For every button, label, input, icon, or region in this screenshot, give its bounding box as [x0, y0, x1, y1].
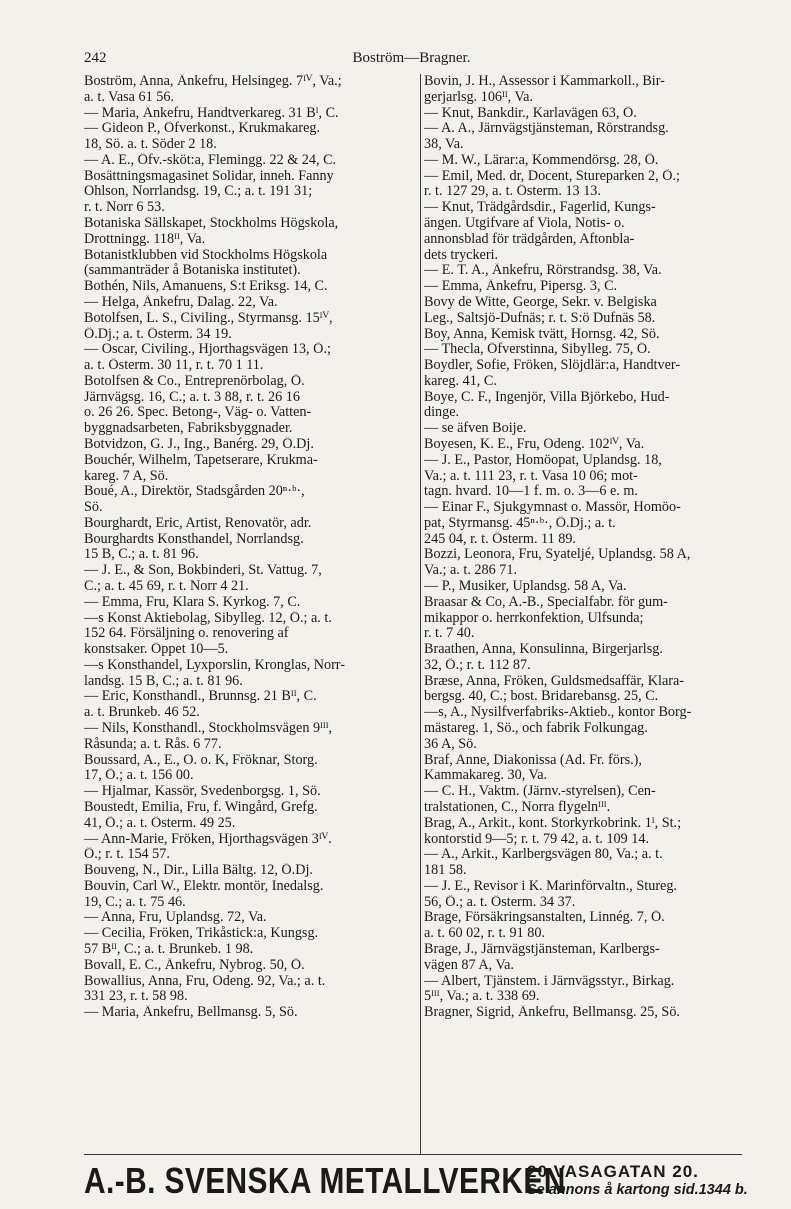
directory-line: — Knut, Bankdir., Karlavägen 63, Ö.: [424, 105, 637, 121]
directory-line: 181 58.: [424, 863, 467, 879]
directory-line: Boué, A., Direktör, Stadsgården 20ⁿ·ᵇ·,: [84, 484, 305, 500]
directory-line: C.; a. t. 45 69, r. t. Norr 4 21.: [84, 579, 249, 594]
directory-line: Boy, Anna, Kemisk tvätt, Hornsg. 42, Sö.: [424, 326, 660, 342]
directory-line: byggnadsarbeten, Fabriksbyggnader.: [84, 421, 293, 437]
directory-line: — Hjalmar, Kassör, Svedenborgsg. 1, Sö.: [84, 784, 321, 800]
page-header: [84, 50, 739, 72]
directory-line: Botanistklubben vid Stockholms Högskola: [84, 247, 328, 263]
directory-line: — Eric, Konsthandl., Brunnsg. 21 Bᴵᴵ, C.: [84, 689, 317, 705]
running-title: Boström—Bragner.: [352, 50, 471, 66]
directory-line: — Einar F., Sjukgymnast o. Massör, Homöo-: [424, 500, 681, 516]
directory-line: tralstationen, C., Norra flygelnᴵᴵᴵ.: [424, 799, 611, 815]
directory-line: Boström, Anna, Änkefru, Helsingeg. 7ᴵⱽ, Va.;: [84, 74, 342, 89]
directory-line: 17, Ö.; a. t. 156 00.: [84, 768, 194, 784]
directory-line: — C. H., Vaktm. (Järnv.-styrelsen), Cen-: [424, 784, 656, 800]
directory-line: 32, Ö.; r. t. 112 87.: [424, 657, 531, 673]
directory-line: Boustedt, Emilia, Fru, f. Wingård, Grefg.: [84, 799, 318, 815]
directory-line: — Anna, Fru, Uplandsg. 72, Va.: [84, 910, 267, 926]
directory-line: landsg. 15 B, C.; a. t. 81 96.: [84, 673, 243, 689]
directory-line: — M. W., Lärar:a, Kommendörsg. 28, Ö.: [424, 152, 659, 168]
directory-line: — Emma, Fru, Klara S. Kyrkog. 7, C.: [84, 594, 301, 610]
directory-line: Botvidzon, G. J., Ing., Banérg. 29, Ö.Dj.: [84, 436, 314, 452]
directory-line: Braf, Anne, Diakonissa (Ad. Fr. förs.),: [424, 752, 642, 768]
column-divider: [420, 74, 421, 1154]
left-column: [84, 74, 418, 1158]
directory-line: 19, C.; a. t. 75 46.: [84, 894, 186, 910]
directory-line: konstsaker. Öppet 10—5.: [84, 642, 229, 658]
directory-line: 57 Bᴵᴵ, C.; a. t. Brunkeb. 1 98.: [84, 941, 254, 957]
directory-line: —s Konsthandel, Lyxporslin, Kronglas, Norr-: [84, 657, 345, 673]
directory-line: r. t. 127 29, a. t. Österm. 13 13.: [424, 184, 601, 200]
directory-line: Bothén, Nils, Amanuens, S:t Eriksg. 14, C.: [84, 279, 328, 295]
directory-line: — E. T. A., Änkefru, Rörstrandsg. 38, Va.: [424, 263, 662, 279]
directory-line: Ohlson, Norrlandsg. 19, C.; a. t. 191 31;: [84, 184, 313, 200]
directory-line: — Oscar, Civiling., Hjorthagsvägen 13, Ö.;: [84, 342, 331, 358]
directory-line: — Maria, Änkefru, Bellmansg. 5, Sö.: [84, 1005, 298, 1021]
directory-line: bergsg. 40, C.; bost. Bridarebansg. 25, C.: [424, 689, 659, 705]
directory-line: Braasar & Co, A.-B., Specialfabr. för gum-: [424, 594, 668, 610]
directory-line: r. t. Norr 6 53.: [84, 200, 165, 216]
directory-line: 152 64. Försäljning o. renovering af: [84, 626, 289, 642]
directory-line: — Helga, Änkefru, Dalag. 22, Va.: [84, 294, 278, 310]
directory-line: — Albert, Tjänstem. i Järnvägsstyr., Birkag.: [424, 973, 675, 989]
directory-line: — A., Arkit., Karlbergsvägen 80, Va.; a. t.: [424, 847, 663, 863]
directory-line: Ö.Dj.; a. t. Österm. 34 19.: [84, 326, 232, 342]
directory-line: Bouchér, Wilhelm, Tapetserare, Krukma-: [84, 452, 318, 468]
directory-line: kareg. 7 A, Sö.: [84, 468, 169, 484]
directory-line: a. t. Vasa 61 56.: [84, 89, 174, 105]
directory-line: a. t. 60 02, r. t. 91 80.: [424, 926, 545, 942]
directory-line: Bovy de Witte, George, Sekr. v. Belgiska: [424, 294, 657, 310]
directory-line: — Nils, Konsthandl., Stockholmsvägen 9ᴵᴵᴵ,: [84, 721, 333, 737]
directory-line: Sö.: [84, 500, 103, 516]
directory-line: Drottningg. 118ᴵᴵ, Va.: [84, 231, 206, 247]
directory-line: — Maria, Änkefru, Handtverkareg. 31 Bᴵ, C.: [84, 105, 339, 121]
directory-line: mikappor o. herrkonfektion, Ulfsunda;: [424, 610, 644, 626]
directory-line: —s Konst Aktiebolag, Sibylleg. 12, Ö.; a. t.: [84, 610, 332, 626]
directory-line: Braathen, Anna, Konsulinna, Birgerjarlsg.: [424, 642, 663, 658]
directory-line: Boye, C. F., Ingenjör, Villa Björkebo, Hud-: [424, 389, 670, 405]
directory-line: — se äfven Boije.: [424, 421, 527, 437]
directory-line: Boyesen, K. E., Fru, Odeng. 102ᴵⱽ, Va.: [424, 436, 645, 452]
directory-line: — A. A., Järnvägstjänsteman, Rörstrandsg.: [424, 121, 669, 137]
directory-line: Bozzi, Leonora, Fru, Syateljé, Uplandsg. 58 A,: [424, 547, 691, 563]
directory-line: Råsunda; a. t. Rås. 6 77.: [84, 736, 222, 752]
directory-line: Brage, Försäkringsanstalten, Linnég. 7, Ö.: [424, 910, 665, 926]
directory-line: kareg. 41, C.: [424, 373, 497, 389]
directory-line: pat, Styrmansg. 45ⁿ·ᵇ·, Ö.Dj.; a. t.: [424, 515, 616, 531]
directory-line: Bowallius, Anna, Fru, Odeng. 92, Va.; a. t.: [84, 973, 326, 989]
directory-line: tagn. hvard. 10—1 f. m. o. 3—6 e. m.: [424, 484, 638, 500]
directory-line: — P., Musiker, Uplandsg. 58 A, Va.: [424, 579, 627, 594]
advert-rule: [84, 1154, 742, 1155]
directory-line: vägen 87 A, Va.: [424, 957, 514, 973]
directory-line: gerjarlsg. 106ᴵᴵ, Va.: [424, 89, 534, 105]
directory-line: Va.; a. t. 111 23, r. t. Vasa 10 06; mot-: [424, 468, 638, 484]
directory-line: 38, Va.: [424, 137, 464, 153]
advert-address: 20 VASAGATAN 20.: [527, 1162, 699, 1181]
directory-line: — Knut, Trädgårdsdir., Fagerlid, Kungs-: [424, 200, 656, 216]
directory-line: Brage, J., Järnvägstjänsteman, Karlbergs-: [424, 941, 660, 957]
directory-line: Leg., Saltsjö-Dufnäs; r. t. S:ö Dufnäs 58.: [424, 310, 656, 326]
directory-line: Brag, A., Arkit., kont. Storkyrkobrink. 1ᴵ, St.;: [424, 815, 682, 831]
directory-line: r. t. 7 40.: [424, 626, 475, 642]
directory-line: 15 B, C.; a. t. 81 96.: [84, 547, 199, 563]
directory-line: —s, A., Nysilfverfabriks-Aktieb., kontor Borg-: [424, 705, 692, 721]
directory-line: 36 A, Sö.: [424, 736, 477, 752]
directory-line: kontorstid 9—5; r. t. 79 42, a. t. 109 14.: [424, 831, 650, 847]
directory-line: Botolfsen & Co., Entreprenörbolag, Ö.: [84, 373, 305, 389]
directory-line: 245 04, r. t. Österm. 11 89.: [424, 531, 576, 547]
directory-line: a. t. Österm. 30 11, r. t. 70 1 11.: [84, 358, 264, 374]
directory-line: Boydler, Sofie, Fröken, Slöjdlär:a, Handtver-: [424, 358, 681, 374]
directory-line: 331 23, r. t. 58 98.: [84, 989, 188, 1005]
directory-line: Bourghardt, Eric, Artist, Renovatör, adr.: [84, 515, 312, 531]
directory-line: dinge.: [424, 405, 460, 421]
directory-line: Bræse, Anna, Fröken, Guldsmedsaffär, Klara-: [424, 673, 685, 689]
page-number: 242: [84, 50, 107, 66]
directory-line: Botaniska Sällskapet, Stockholms Högskola,: [84, 216, 339, 232]
directory-line: Ö.; r. t. 154 57.: [84, 847, 170, 863]
directory-line: — Emil, Med. dr, Docent, Stureparken 2, Ö.;: [424, 168, 680, 184]
directory-line: — J. E., Revisor i K. Marinförvaltn., Stureg.: [424, 878, 677, 894]
directory-line: 5ᴵᴵᴵ, Va.; a. t. 338 69.: [424, 989, 540, 1005]
directory-line: Botolfsen, L. S., Civiling., Styrmansg. 15ᴵⱽ,: [84, 310, 333, 326]
advert-note: Se annons å kartong sid.1344 b.: [527, 1182, 748, 1198]
directory-line: — Cecilia, Fröken, Trikåstick:a, Kungsg.: [84, 926, 319, 942]
directory-line: — J. E., Pastor, Homöopat, Uplandsg. 18,: [424, 452, 662, 468]
directory-line: — Gideon P., Öfverkonst., Krukmakareg.: [84, 121, 321, 137]
advert-company: A.-B. SVENSKA METALLVERKEN: [84, 1160, 566, 1201]
directory-line: — A. E., Öfv.-sköt:a, Flemingg. 22 & 24, C.: [84, 152, 337, 168]
directory-line: — Ann-Marie, Fröken, Hjorthagsvägen 3ᴵⱽ.: [84, 831, 332, 847]
directory-line: dets tryckeri.: [424, 247, 499, 263]
directory-line: annonsblad för trädgården, Aftonbla-: [424, 231, 635, 247]
directory-line: mästareg. 1, Sö., och fabrik Folkungag.: [424, 721, 648, 737]
advertisement: [84, 1160, 748, 1206]
directory-line: Bourghardts Konsthandel, Norrlandsg.: [84, 531, 304, 547]
directory-line: Va.; a. t. 286 71.: [424, 563, 517, 579]
directory-line: Bovin, J. H., Assessor i Kammarkoll., Bir-: [424, 74, 665, 89]
directory-line: a. t. Brunkeb. 46 52.: [84, 705, 200, 721]
directory-line: Bovall, E. C., Änkefru, Nybrog. 50, Ö.: [84, 957, 305, 973]
directory-line: Bragner, Sigrid, Änkefru, Bellmansg. 25, Sö.: [424, 1005, 680, 1021]
directory-line: 18, Sö. a. t. Söder 2 18.: [84, 137, 217, 153]
directory-line: Bouvin, Carl W., Elektr. montör, Inedalsg.: [84, 878, 324, 894]
directory-line: ängen. Utgifvare af Viola, Notis- o.: [424, 216, 625, 232]
directory-line: o. 26 26. Spec. Betong-, Väg- o. Vatten-: [84, 405, 312, 421]
right-column: [424, 74, 742, 1158]
directory-line: 41, Ö.; a. t. Österm. 49 25.: [84, 815, 236, 831]
directory-line: 56, Ö.; a. t. Österm. 34 37.: [424, 894, 576, 910]
directory-line: Bosättningsmagasinet Solidar, inneh. Fanny: [84, 168, 334, 184]
directory-line: — J. E., & Son, Bokbinderi, St. Vattug. 7,: [84, 563, 322, 579]
directory-line: — Thecla, Öfverstinna, Sibylleg. 75, Ö.: [424, 342, 651, 358]
directory-line: Järnvägsg. 16, C.; a. t. 3 88, r. t. 26 16: [84, 389, 300, 405]
directory-line: — Emma, Änkefru, Pipersg. 3, C.: [424, 279, 618, 295]
directory-line: Bouveng, N., Dir., Lilla Bältg. 12, Ö.Dj.: [84, 863, 313, 879]
directory-line: Boussard, A., E., O. o. K, Fröknar, Storg.: [84, 752, 318, 768]
directory-line: (sammanträder å Botaniska institutet).: [84, 263, 301, 279]
directory-line: Kammakareg. 30, Va.: [424, 768, 548, 784]
